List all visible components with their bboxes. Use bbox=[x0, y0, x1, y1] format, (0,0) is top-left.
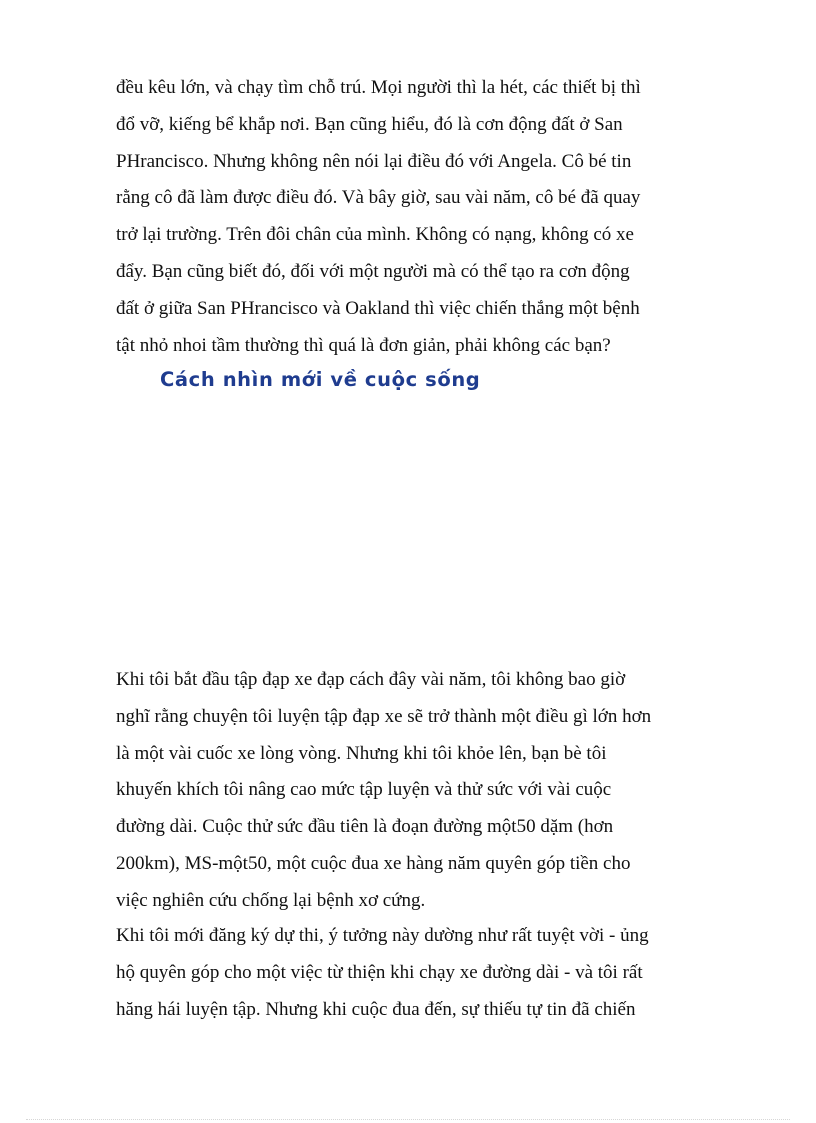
page-bottom-divider bbox=[26, 1119, 790, 1120]
section-heading: Cách nhìn mới về cuộc sống bbox=[160, 368, 481, 391]
text-line: 200km), MS-một50, một cuộc đua xe hàng năm quyên góp tiền cho bbox=[116, 852, 631, 874]
text-line: nghĩ rằng chuyện tôi luyện tập đạp xe sẽ trở thành một điều gì lớn hơn bbox=[116, 705, 652, 727]
text-line: đường dài. Cuộc thử sức đầu tiên là đoạn đường một50 dặm (hơn bbox=[116, 816, 614, 838]
text-line: rằng cô đã làm được điều đó. Và bây giờ, sau vài năm, cô bé đã quay bbox=[116, 187, 641, 209]
text-line: Khi tôi mới đăng ký dự thi, ý tưởng này dường như rất tuyệt vời - ủng bbox=[116, 925, 649, 946]
text-line: trở lại trường. Trên đôi chân của mình. Không có nạng, không có xe bbox=[116, 224, 634, 246]
paragraph-registration bbox=[116, 918, 736, 1028]
paragraph-cycling-intro bbox=[116, 662, 736, 920]
text-line: đất ở giữa San PHrancisco và Oakland thì việc chiến thắng một bệnh bbox=[116, 297, 640, 319]
text-line: việc nghiên cứu chống lại bệnh xơ cứng. bbox=[116, 889, 426, 911]
text-line: hộ quyên góp cho một việc từ thiện khi chạy xe đường dài - và tôi rất bbox=[116, 961, 643, 983]
text-line: PHrancisco. Nhưng không nên nói lại điều đó với Angela. Cô bé tin bbox=[116, 150, 632, 172]
text-line: Khi tôi bắt đầu tập đạp xe đạp cách đây vài năm, tôi không bao giờ bbox=[116, 669, 626, 690]
text-line: đổ vỡ, kiếng bể khắp nơi. Bạn cũng hiểu, đó là cơn động đất ở San bbox=[116, 113, 623, 135]
text-line: hăng hái luyện tập. Nhưng khi cuộc đua đến, sự thiếu tự tin đã chiến bbox=[116, 998, 636, 1020]
text-line: là một vài cuốc xe lòng vòng. Nhưng khi tôi khỏe lên, bạn bè tôi bbox=[116, 742, 607, 764]
text-line: đều kêu lớn, và chạy tìm chỗ trú. Mọi người thì la hét, các thiết bị thì bbox=[116, 77, 641, 98]
paragraph-earthquake-story bbox=[116, 70, 736, 364]
text-line: tật nhỏ nhoi tầm thường thì quá là đơn giản, phải không các bạn? bbox=[116, 334, 611, 356]
text-line: khuyến khích tôi nâng cao mức tập luyện và thử sức với vài cuộc bbox=[116, 779, 612, 801]
text-line: đẩy. Bạn cũng biết đó, đối với một người mà có thể tạo ra cơn động bbox=[116, 260, 630, 282]
